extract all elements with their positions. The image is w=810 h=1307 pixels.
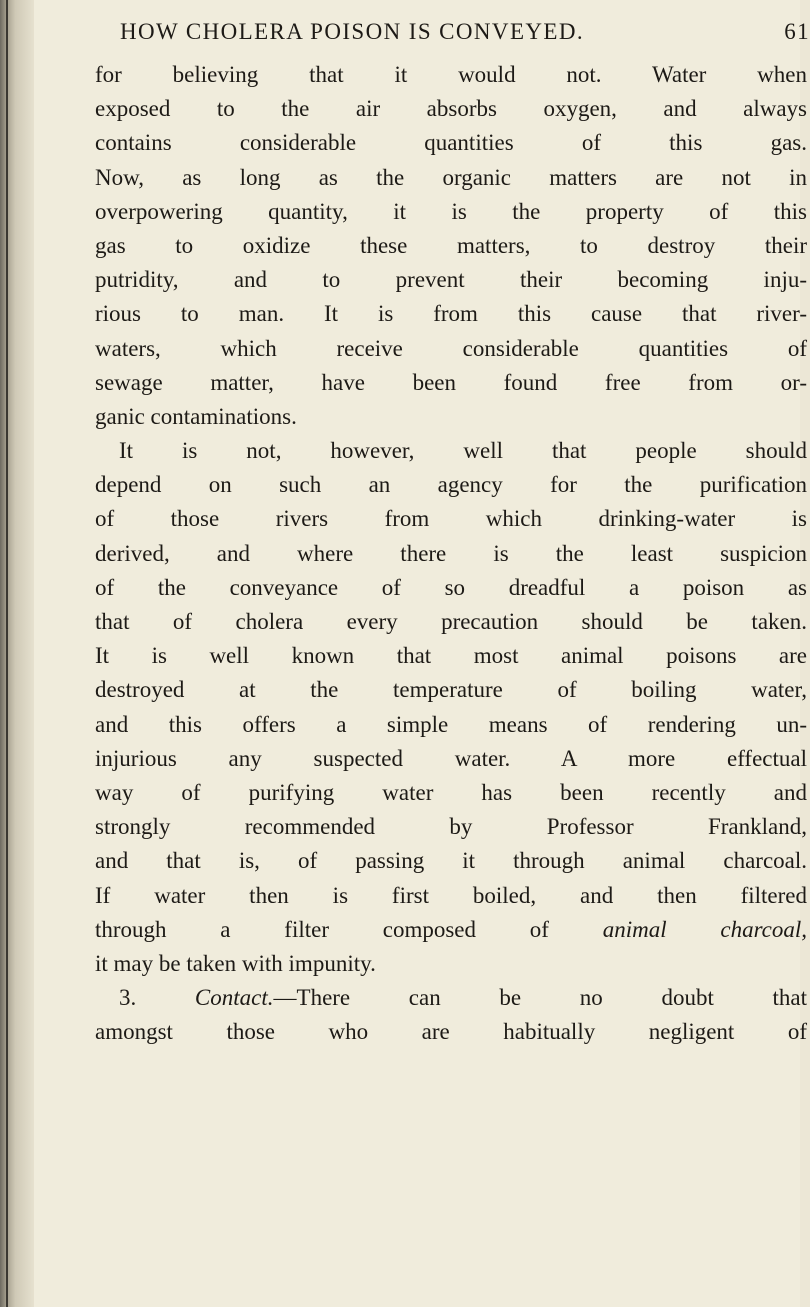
- section-number: 3.: [119, 985, 137, 1011]
- section-heading: Contact.: [194, 985, 274, 1011]
- gutter-shadow-line: [6, 0, 8, 1307]
- book-page: [34, 0, 810, 1307]
- text-line: If water then is first boiled, and then filtered: [95, 882, 807, 908]
- text-line: contains considerable quantities of this gas.: [95, 130, 807, 156]
- text-line: and that is, of passing it through animal charcoal.: [95, 848, 807, 874]
- running-head: [120, 12, 810, 52]
- text-line: Now, as long as the organic matters are not in: [95, 164, 807, 190]
- section-continuation: —There can be no doubt that: [273, 985, 807, 1011]
- text-line: strongly recommended by Professor Frankland,: [95, 814, 807, 840]
- line-text: through a filter composed of: [95, 916, 549, 942]
- text-line: ganic contaminations.: [95, 403, 297, 429]
- text-line-with-italic: [95, 913, 807, 947]
- body-text: [95, 58, 807, 1049]
- text-line: It is well known that most animal poisons are: [95, 643, 807, 669]
- text-line: depend on such an agency for the purification: [95, 472, 807, 498]
- text-line: exposed to the air absorbs oxygen, and always: [95, 96, 807, 122]
- text-line: of those rivers from which drinking-water is: [95, 506, 807, 532]
- text-line: way of purifying water has been recently and: [95, 779, 807, 805]
- text-line: overpowering quantity, it is the property of this: [95, 198, 807, 224]
- section-heading-line: [95, 981, 807, 1015]
- running-title: HOW CHOLERA POISON IS CONVEYED.: [120, 19, 585, 44]
- text-line: derived, and where there is the least suspicion: [95, 540, 807, 566]
- text-line: of the conveyance of so dreadful a poison as: [95, 574, 807, 600]
- text-line: and this offers a simple means of rendering un-: [95, 711, 807, 737]
- text-line: waters, which receive considerable quantities of: [95, 335, 807, 361]
- text-line: that of cholera every precaution should be taken.: [95, 609, 807, 634]
- text-line: putridity, and to prevent their becoming inju-: [95, 267, 807, 293]
- italic-phrase: animal charcoal,: [602, 916, 808, 942]
- page-number: 61: [784, 19, 810, 44]
- paragraph-start-line: It is not, however, well that people should: [119, 438, 807, 464]
- text-line: gas to oxidize these matters, to destroy their: [95, 232, 807, 258]
- text-line: injurious any suspected water. A more effectual: [95, 745, 807, 771]
- text-line: it may be taken with impunity.: [95, 950, 376, 976]
- text-line: for believing that it would not. Water when: [95, 62, 807, 87]
- text-line: amongst those who are habitually negligent of: [95, 1019, 807, 1045]
- text-line: sewage matter, have been found free from or-: [95, 369, 807, 395]
- text-line: destroyed at the temperature of boiling water,: [95, 677, 807, 703]
- text-line: rious to man. It is from this cause that river-: [95, 301, 807, 327]
